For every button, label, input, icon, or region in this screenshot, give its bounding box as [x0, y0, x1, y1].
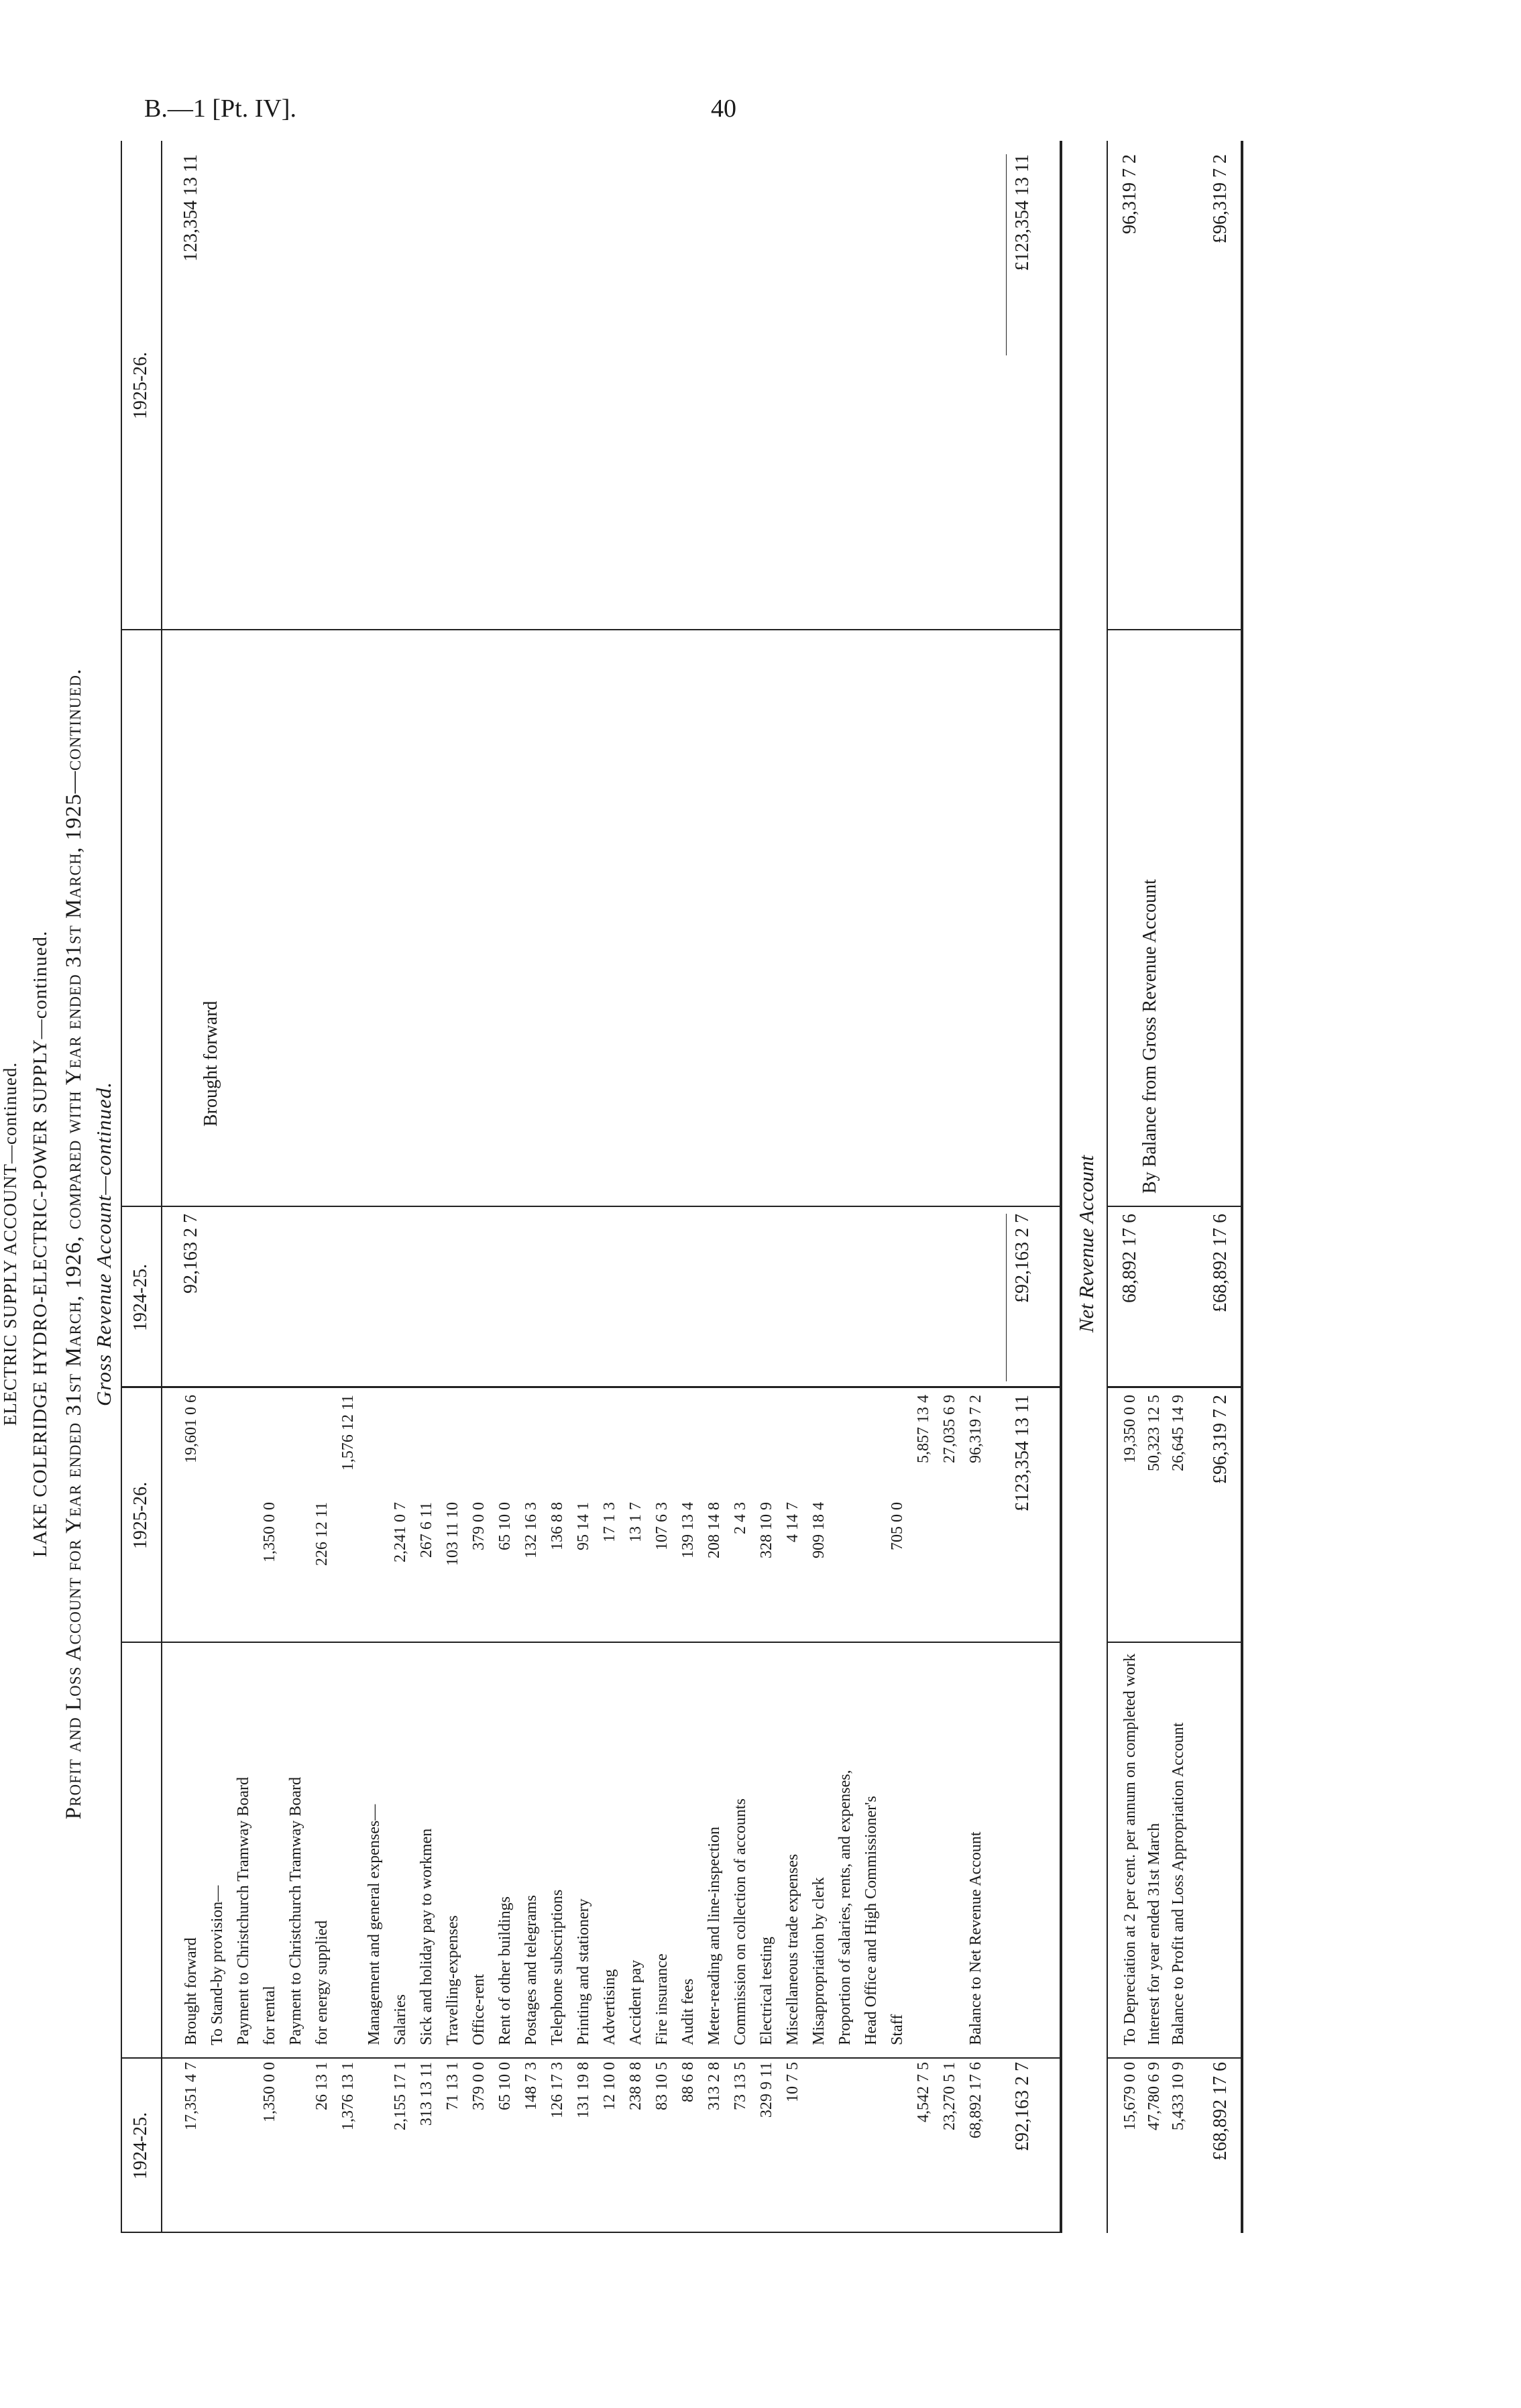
gross-dr-row-p: 313 2 8	[706, 2062, 723, 2110]
gross-dr-row-c: 267 6 11	[418, 1502, 435, 1558]
gross-dr-row-label: To Stand-by provision—	[209, 1885, 226, 2045]
gross-dr-row-p: 313 13 11	[418, 2062, 435, 2126]
net-dr-row-label: Balance to Profit and Loss Appropriation Account	[1170, 1722, 1187, 2045]
title-electric-supply: ELECTRIC SUPPLY ACCOUNT—continued.	[0, 1062, 20, 1426]
col-1925-dr: 1925-26.	[130, 1481, 151, 1550]
gross-dr-row-label: Head Office and High Commissioner's	[862, 1796, 880, 2045]
net-dr-row-label: Interest for year ended 31st March	[1145, 1823, 1163, 2045]
page-header-ref: B.—1 [Pt. IV].	[144, 95, 296, 123]
gross-dr-row-p: 73 13 5	[732, 2062, 749, 2110]
gross-dr-row-tot: 96,319 7 2	[967, 1395, 984, 1463]
gross-dr-row-p: 1,376 13 1	[339, 2062, 357, 2130]
gross-dr-row-label: Printing and stationery	[575, 1898, 592, 2045]
net-dr-row-label: To Depreciation at 2 per cent. per annum on completed work	[1121, 1653, 1139, 2045]
gross-dr-row-c: 909 18 4	[810, 1502, 828, 1558]
col-1925-cr: 1925-26.	[130, 351, 151, 420]
gross-dr-row-label: Accident pay	[627, 1959, 644, 2045]
dr-1925-total: £123,354 13 11	[1012, 1395, 1033, 1511]
title-gross-revenue: Gross Revenue Account—continued.	[92, 1082, 115, 1406]
gross-dr-row-p: 12 10 0	[601, 2062, 618, 2110]
gross-dr-row-label: Brought forward	[182, 1937, 200, 2045]
cr-1924-brought-forward: 92,163 2 7	[180, 1214, 201, 1294]
gross-dr-row-c: 132 16 3	[522, 1502, 540, 1558]
gross-dr-row-c: 95 14 1	[575, 1502, 592, 1550]
gross-dr-row-c: 65 10 0	[496, 1502, 514, 1550]
gross-dr-row-tot: 5,857 13 4	[915, 1395, 932, 1463]
gross-dr-row-c: 379 0 0	[470, 1502, 488, 1550]
gross-dr-row-p: 126 17 3	[549, 2062, 566, 2118]
gross-dr-row-p: 131 19 8	[575, 2062, 592, 2118]
gross-dr-row-tot: 27,035 6 9	[941, 1395, 958, 1463]
gross-dr-row-c: 208 14 8	[706, 1502, 723, 1558]
gross-dr-row-label: Audit fees	[679, 1978, 697, 2045]
title-profit-loss: Profit and Loss Account for Year ended 31st March, 1926, compared with Year ended 31st March, 1925—continued.	[62, 668, 86, 1820]
gross-dr-row-c: 17 1 3	[601, 1502, 618, 1542]
title-net-revenue: Net Revenue Account	[1074, 1155, 1098, 1333]
cr-1924-total: £92,163 2 7	[1012, 1214, 1033, 1303]
gross-dr-row-label: Meter-reading and line-inspection	[706, 1826, 723, 2045]
dr-1924-total: £92,163 2 7	[1012, 2062, 1033, 2151]
gross-dr-row-label: Rent of other buildings	[496, 1896, 514, 2045]
gross-dr-row-label: Postages and telegrams	[522, 1895, 540, 2045]
gross-dr-row-p: 238 8 8	[627, 2062, 644, 2110]
net-cr-1925: 96,319 7 2	[1119, 154, 1140, 234]
page-number: 40	[711, 95, 736, 123]
gross-dr-row-p: 148 7 3	[522, 2062, 540, 2110]
col-1924-dr: 1924-25.	[130, 2112, 151, 2180]
gross-dr-row-c: 705 0 0	[889, 1502, 906, 1550]
gross-dr-row-label: Salaries	[392, 1994, 409, 2045]
gross-dr-row-p: 23,270 5 1	[941, 2062, 958, 2130]
gross-dr-row-label: for energy supplied	[313, 1920, 331, 2045]
gross-dr-row-tot: 19,601 0 6	[182, 1395, 200, 1463]
cr-1925-total: £123,354 13 11	[1012, 154, 1033, 271]
gross-dr-row-p: 329 9 11	[758, 2062, 775, 2118]
gross-dr-row-label: Balance to Net Revenue Account	[967, 1831, 984, 2045]
gross-dr-row-p: 71 13 1	[444, 2062, 461, 2110]
gross-dr-row-label: Travelling-expenses	[444, 1915, 461, 2045]
gross-dr-row-p: 1,350 0 0	[261, 2062, 278, 2122]
net-cr-1924-total: £68,892 17 6	[1210, 1214, 1231, 1312]
gross-dr-row-label: Advertising	[601, 1969, 618, 2045]
gross-dr-row-p: 68,892 17 6	[967, 2062, 984, 2138]
gross-dr-row-c: 328 10 9	[758, 1502, 775, 1558]
gross-dr-row-label: Payment to Christchurch Tramway Board	[235, 1777, 252, 2045]
gross-dr-row-label: for rental	[261, 1986, 278, 2045]
title-lake-coleridge: LAKE COLERIDGE HYDRO-ELECTRIC-POWER SUPPLY—continued.	[30, 930, 51, 1558]
net-cr-1924: 68,892 17 6	[1119, 1214, 1140, 1303]
gross-dr-row-c: 2 4 3	[732, 1502, 749, 1534]
gross-dr-row-label: Management and general expenses—	[365, 1804, 383, 2045]
gross-dr-row-c: 136 8 8	[549, 1502, 566, 1550]
gross-dr-row-c: 139 13 4	[679, 1502, 697, 1558]
gross-dr-row-p: 2,155 17 1	[392, 2062, 409, 2130]
gross-dr-row-label: Staff	[889, 2014, 906, 2045]
gross-dr-row-tot: 1,576 12 11	[339, 1395, 357, 1471]
gross-dr-row-c: 13 1 7	[627, 1502, 644, 1542]
net-dr-row-c: 50,323 12 5	[1145, 1395, 1163, 1471]
gross-dr-row-p: 379 0 0	[470, 2062, 488, 2110]
net-dr-row-p: 47,780 6 9	[1145, 2062, 1163, 2130]
gross-dr-row-label: Electrical testing	[758, 1937, 775, 2045]
gross-dr-row-label: Telephone subscriptions	[549, 1889, 566, 2045]
gross-dr-row-label: Misappropriation by clerk	[810, 1877, 828, 2045]
gross-dr-row-c: 4 14 7	[784, 1502, 801, 1542]
gross-dr-row-c: 226 12 11	[313, 1502, 331, 1566]
gross-dr-row-p: 4,542 7 5	[915, 2062, 932, 2122]
rotated-account-table	[0, 154, 1274, 2334]
gross-dr-row-c: 2,241 0 7	[392, 1502, 409, 1562]
col-1924-cr: 1924-25.	[130, 1263, 151, 1332]
cr-1925-brought-forward: 123,354 13 11	[180, 154, 201, 262]
gross-dr-row-label: Office-rent	[470, 1973, 488, 2045]
net-dr-1925-total: £96,319 7 2	[1210, 1395, 1231, 1484]
gross-dr-row-p: 88 6 8	[679, 2062, 697, 2102]
net-dr-row-p: 5,433 10 9	[1170, 2062, 1187, 2130]
gross-dr-row-p: 26 13 1	[313, 2062, 331, 2110]
gross-dr-row-label: Sick and holiday pay to workmen	[418, 1828, 435, 2045]
gross-dr-row-p: 10 7 5	[784, 2062, 801, 2102]
gross-dr-row-p: 17,351 4 7	[182, 2062, 200, 2130]
cr-brought-forward-label: Brought forward	[201, 1000, 221, 1127]
gross-dr-row-c: 107 6 3	[653, 1502, 671, 1550]
net-cr-1925-total: £96,319 7 2	[1210, 154, 1231, 243]
gross-dr-row-label: Commission on collection of accounts	[732, 1798, 749, 2045]
gross-dr-row-label: Proportion of salaries, rents, and expenses,	[836, 1770, 854, 2045]
gross-dr-row-c: 103 11 10	[444, 1502, 461, 1566]
gross-dr-row-p: 83 10 5	[653, 2062, 671, 2110]
gross-dr-row-p: 65 10 0	[496, 2062, 514, 2110]
gross-dr-row-label: Fire insurance	[653, 1953, 671, 2045]
gross-dr-row-c: 1,350 0 0	[261, 1502, 278, 1562]
net-dr-row-c: 26,645 14 9	[1170, 1395, 1187, 1471]
net-dr-row-c: 19,350 0 0	[1121, 1395, 1139, 1463]
gross-dr-row-label: Payment to Christchurch Tramway Board	[287, 1777, 304, 2045]
gross-dr-row-label: Miscellaneous trade expenses	[784, 1853, 801, 2045]
net-dr-1924-total: £68,892 17 6	[1210, 2062, 1231, 2161]
net-dr-row-p: 15,679 0 0	[1121, 2062, 1139, 2130]
net-cr-label: By Balance from Gross Revenue Account	[1139, 879, 1160, 1194]
